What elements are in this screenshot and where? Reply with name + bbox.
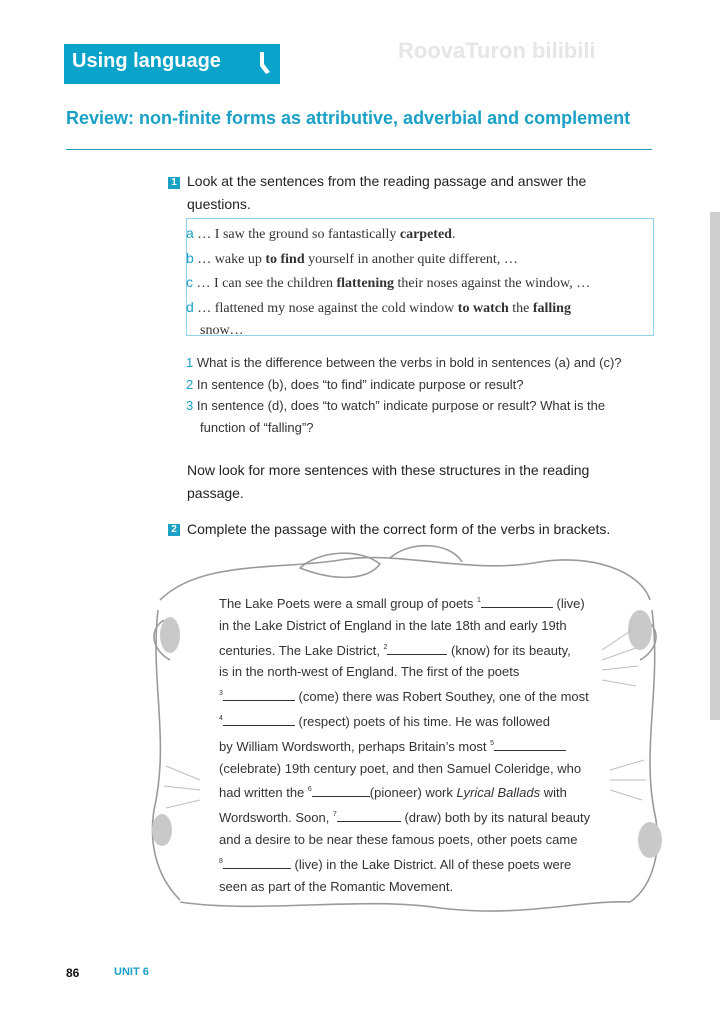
blank-1[interactable] [481, 597, 553, 608]
section-title: Review: non-finite forms as attributive, adverbial and complement [66, 108, 631, 128]
question-3-continued: function of “falling”? [200, 419, 314, 435]
exercise-number-badge: 2 [168, 524, 180, 536]
passage-line: $^4$ (respect) poets of his time. He was followed [219, 713, 550, 729]
passage-line: centuries. The Lake District, $^2$ (know) for its beauty, [219, 642, 571, 658]
question-3: 3 In sentence (d), does “to watch” indicate purpose or result? What is the [186, 398, 606, 413]
exercise2-instruction: Complete the passage with the correct form of the verbs in brackets. [187, 521, 611, 537]
passage-line: had written the $^6$ (pioneer) work Lyrical Ballads with [219, 785, 567, 801]
passage-line: (celebrate) 19th century poet, and then Samuel Coleridge, who [219, 760, 582, 776]
passage [219, 590, 590, 897]
blank-2[interactable] [387, 644, 447, 655]
passage-line: in the Lake District of England in the late 18th and early 19th [219, 617, 567, 633]
unit-label: UNIT 6 [114, 966, 149, 978]
question-2: 2 In sentence (b), does “to find” indicate purpose or result? [186, 376, 524, 392]
sentence-d-continued: snow… [200, 323, 244, 338]
sentence-c: c … I can see the children flattening their noses against the window, … [186, 274, 591, 291]
page-number: 86 [66, 966, 80, 980]
blank-5[interactable] [494, 740, 566, 751]
watermark: RoovaTuron bilibili [398, 38, 596, 63]
sentence-b: b … wake up to find yourself in another quite different, … [186, 249, 518, 267]
blank-3[interactable] [223, 690, 295, 701]
passage-line: seen as part of the Romantic Movement. [219, 878, 454, 894]
passage-line: The Lake Poets were a small group of poets $^1$ (live) [219, 596, 585, 611]
passage-line: Wordsworth. Soon, $^7$ (draw) both by its natural beauty [219, 810, 591, 826]
question-1: 1 What is the difference between the verbs in bold in sentences (a) and (c)? [186, 355, 622, 370]
question-list [186, 352, 622, 438]
blank-7[interactable] [337, 811, 401, 822]
scrollbar[interactable] [710, 212, 720, 720]
blank-8[interactable] [223, 858, 291, 869]
blank-4[interactable] [223, 715, 295, 726]
exercise-number-badge: 1 [168, 177, 180, 189]
followup-instruction: Now look for more sentences with these structures in the reading passage. [187, 462, 590, 501]
exercise1-instruction: Look at the sentences from the reading passage and answer the questions. [187, 173, 587, 212]
passage-line: $^8$ (live) in the Lake District. All of these poets were [219, 856, 572, 872]
passage-line: by William Wordsworth, perhaps Britain’s most $^5$ [219, 733, 590, 758]
blank-6[interactable] [312, 786, 370, 797]
sentence-d: d … flattened my nose against the cold window to watch the falling [186, 298, 571, 316]
section-divider [66, 149, 652, 150]
passage-line: and a desire to be near these famous poets, other poets came [219, 831, 578, 847]
sentence-list [186, 222, 590, 343]
passage-line: $^3$ (come) there was Robert Southey, one of the most [219, 689, 589, 705]
sentence-a: a … I saw the ground so fantastically carpeted. [186, 225, 456, 242]
bookmark-icon [256, 50, 274, 76]
header-title: Using language [72, 50, 221, 72]
passage-line: is in the north-west of England. The first of the poets [219, 664, 520, 680]
